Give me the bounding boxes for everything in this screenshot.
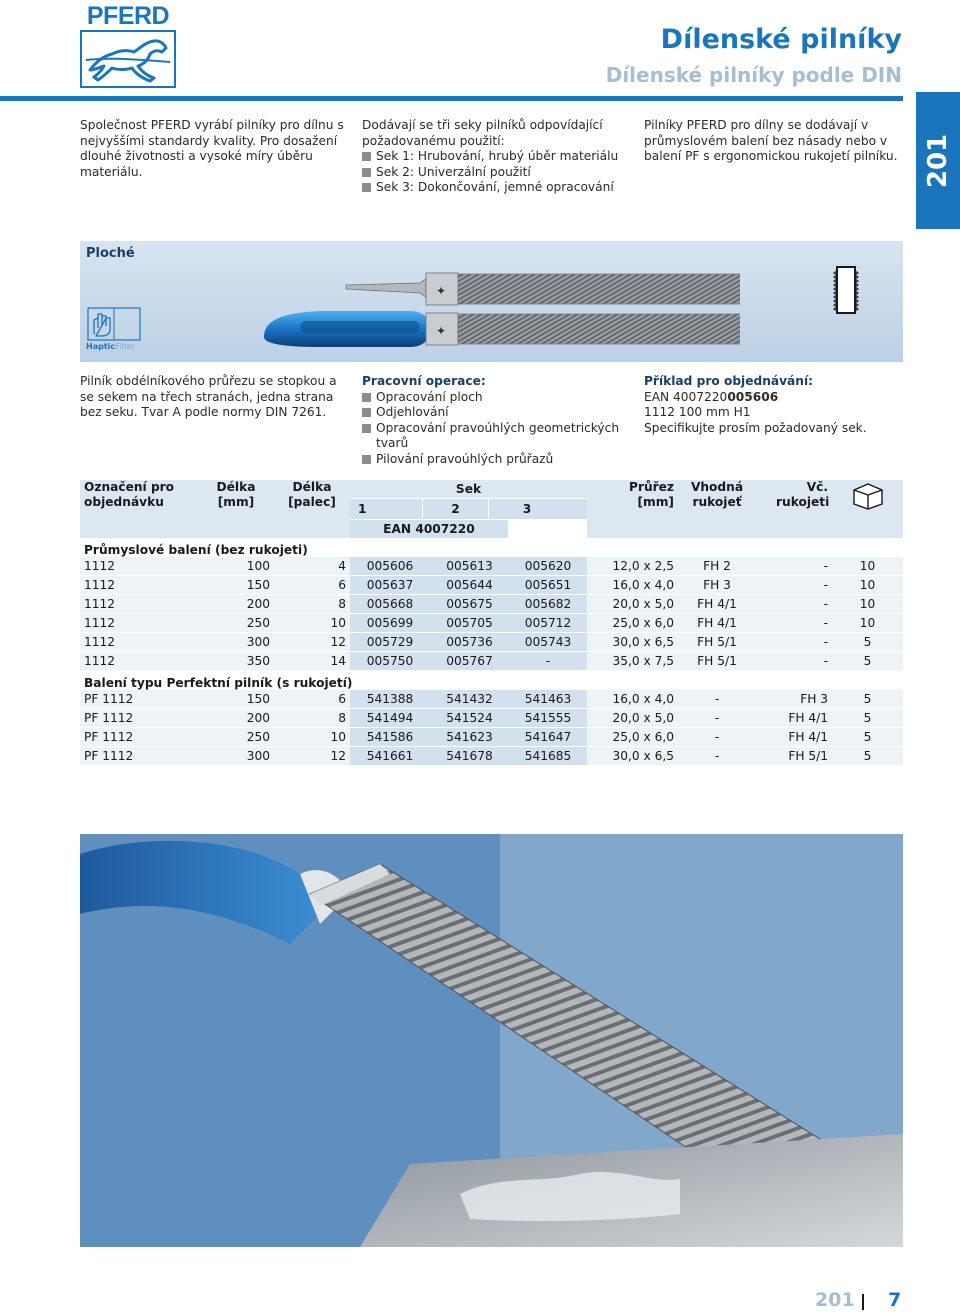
section-title: Balení typu Perfektní pilník (s rukojetí) — [80, 671, 903, 690]
table-row — [80, 633, 903, 652]
application-photo — [80, 834, 903, 1247]
footer-divider — [862, 1294, 864, 1310]
section-title: Průmyslové balení (bez rukojeti) — [80, 538, 903, 557]
table-cell: FH 3 — [678, 576, 756, 595]
table-cell: 541432 — [430, 690, 509, 709]
table-cell: 10 — [832, 576, 903, 595]
table-cell: 4 — [274, 557, 350, 576]
table-row — [80, 690, 903, 709]
table-cell: - — [756, 633, 832, 652]
table-cell: - — [756, 576, 832, 595]
table-cell: 6 — [274, 576, 350, 595]
table-cell: 10 — [832, 557, 903, 576]
operations-list — [362, 390, 627, 468]
table-cell: 100 — [198, 557, 274, 576]
table-cell: 16,0 x 4,0 — [587, 576, 678, 595]
order-note: Specifikujte prosím požadovaný sek. — [644, 420, 867, 435]
svg-text:✦: ✦ — [436, 284, 447, 298]
table-cell: 8 — [274, 709, 350, 728]
table-cell: 25,0 x 6,0 — [587, 728, 678, 747]
ean-prefix: EAN 4007220 — [350, 520, 508, 538]
table-cell: 12,0 x 2,5 — [587, 557, 678, 576]
section-perfect-pack — [80, 671, 903, 690]
col-designation: Označení pro objednávku — [80, 480, 198, 538]
table-cell: FH 5/1 — [678, 633, 756, 652]
table-row — [80, 576, 903, 595]
intro-column-2 — [362, 118, 627, 196]
table-cell: 005644 — [430, 576, 509, 595]
horse-emblem-icon — [80, 30, 176, 88]
table-cell: - — [509, 652, 587, 671]
sek-2: 2 — [423, 499, 487, 519]
table-cell: 005743 — [509, 633, 587, 652]
table-cell: 25,0 x 6,0 — [587, 614, 678, 633]
table-row — [80, 614, 903, 633]
col-sek — [350, 480, 587, 538]
table-cell: 005750 — [350, 652, 430, 671]
table-cell: PF 1112 — [80, 690, 198, 709]
table-cell: 250 — [198, 728, 274, 747]
pferd-logo — [80, 4, 176, 86]
col-handle: Vhodná rukojeť — [678, 480, 756, 538]
table-cell: FH 4/1 — [678, 595, 756, 614]
table-cell: - — [756, 595, 832, 614]
table-cell: 6 — [274, 690, 350, 709]
table-cell: FH 5/1 — [678, 652, 756, 671]
table-cell: 5 — [832, 709, 903, 728]
table-cell: 200 — [198, 595, 274, 614]
sek-list — [362, 149, 627, 196]
table-cell: - — [756, 652, 832, 671]
table-cell: 150 — [198, 690, 274, 709]
logo-wordmark: PFERD — [86, 2, 170, 30]
intro-column-1: Společnost PFERD vyrábí pilníky pro dílnu s nejvyššími standardy kvality. Pro dosažení dlouhé životnosti a vysoké míry úběru materiálu. — [80, 118, 344, 179]
table-row — [80, 728, 903, 747]
table-cell: 14 — [274, 652, 350, 671]
section-industrial-pack — [80, 538, 903, 557]
haptic-filter-badge — [86, 306, 142, 352]
table-cell: 541388 — [350, 690, 430, 709]
sek-title: Sek — [350, 480, 587, 498]
sek-3: 3 — [489, 499, 587, 519]
table-cell: 10 — [832, 614, 903, 633]
table-cell: 1112 — [80, 557, 198, 576]
operations-title: Pracovní operace: — [362, 374, 486, 388]
table-cell: PF 1112 — [80, 728, 198, 747]
footer-section-number: 201 — [815, 1289, 855, 1311]
table-cell: 005668 — [350, 595, 430, 614]
table-row — [80, 652, 903, 671]
table-cell: 005729 — [350, 633, 430, 652]
table-cell: 541678 — [430, 747, 509, 766]
col-section: Průřez [mm] — [587, 480, 678, 538]
file-profile-icon — [833, 265, 859, 315]
package-box-icon — [851, 480, 885, 510]
product-banner — [80, 241, 903, 362]
table-header-row — [80, 480, 903, 538]
sek-1: 1 — [350, 499, 422, 519]
table-cell: 12 — [274, 747, 350, 766]
table-cell: 30,0 x 6,5 — [587, 633, 678, 652]
table-cell: 5 — [832, 747, 903, 766]
flat-file-product-image — [260, 261, 740, 353]
table-cell: - — [678, 690, 756, 709]
header-divider — [0, 96, 903, 101]
table-cell: - — [678, 747, 756, 766]
table-cell: 005606 — [350, 557, 430, 576]
table-cell: 1112 — [80, 576, 198, 595]
table-cell: - — [756, 614, 832, 633]
col-pack-qty — [832, 480, 903, 538]
table-cell: - — [756, 557, 832, 576]
table-cell: 005767 — [430, 652, 509, 671]
table-cell: 16,0 x 4,0 — [587, 690, 678, 709]
table-row — [80, 557, 903, 576]
table-row — [80, 709, 903, 728]
table-cell: 5 — [832, 690, 903, 709]
table-cell: PF 1112 — [80, 747, 198, 766]
page-subtitle: Dílenské pilníky podle DIN — [605, 63, 902, 87]
operations-block — [362, 374, 627, 467]
col-length-mm: Délka [mm] — [198, 480, 274, 538]
table-cell: 541623 — [430, 728, 509, 747]
product-spec-table — [80, 480, 903, 766]
list-item: Pilování pravoúhlých průřazů — [362, 452, 627, 468]
table-cell: 005637 — [350, 576, 430, 595]
table-cell: 005699 — [350, 614, 430, 633]
table-cell: 5 — [832, 633, 903, 652]
table-cell: 20,0 x 5,0 — [587, 595, 678, 614]
table-cell: 200 — [198, 709, 274, 728]
table-cell: 541463 — [509, 690, 587, 709]
table-cell: 12 — [274, 633, 350, 652]
table-cell: PF 1112 — [80, 709, 198, 728]
table-cell: FH 4/1 — [756, 728, 832, 747]
table-cell: 20,0 x 5,0 — [587, 709, 678, 728]
table-cell: 5 — [832, 728, 903, 747]
table-cell: 541524 — [430, 709, 509, 728]
table-cell: 10 — [274, 728, 350, 747]
haptic-filter-label: HapticFilter — [86, 342, 135, 351]
table-cell: FH 4/1 — [756, 709, 832, 728]
table-cell: 30,0 x 6,5 — [587, 747, 678, 766]
table-cell: 005613 — [430, 557, 509, 576]
list-item: Odjehlování — [362, 405, 627, 421]
order-ean: EAN 4007220005606 — [644, 389, 779, 404]
table-cell: 1112 — [80, 614, 198, 633]
table-cell: 005651 — [509, 576, 587, 595]
table-cell: 8 — [274, 595, 350, 614]
table-cell: 35,0 x 7,5 — [587, 652, 678, 671]
list-item: Opracování ploch — [362, 390, 627, 406]
product-description: Pilník obdélníkového průřezu se stopkou a se sekem na třech stranách, jedna strana bez seku. Tvar A podle normy DIN 7261. — [80, 374, 337, 419]
table-cell: 541494 — [350, 709, 430, 728]
col-length-inch: Délka [palec] — [274, 480, 350, 538]
table-cell: 1112 — [80, 595, 198, 614]
col-handle-included: Vč. rukojeti — [756, 480, 832, 538]
table-cell: 350 — [198, 652, 274, 671]
order-code: 1112 100 mm H1 — [644, 405, 751, 419]
svg-text:✦: ✦ — [436, 324, 447, 338]
table-cell: 150 — [198, 576, 274, 595]
order-example-title: Příklad pro objednávání: — [644, 374, 814, 388]
table-cell: 1112 — [80, 652, 198, 671]
table-cell: 10 — [274, 614, 350, 633]
product-category: Ploché — [86, 246, 135, 261]
table-cell: 005736 — [430, 633, 509, 652]
intro-lead: Dodávají se tři seky pilníků odpovídající požadovanému použití: — [362, 118, 603, 148]
table-cell: 005675 — [430, 595, 509, 614]
table-cell: 005712 — [509, 614, 587, 633]
table-row — [80, 747, 903, 766]
table-cell: FH 2 — [678, 557, 756, 576]
table-cell: 541685 — [509, 747, 587, 766]
list-item: Opracování pravoúhlých geometrických tvarů — [362, 421, 627, 452]
list-item: Sek 1: Hrubování, hrubý úběr materiálu — [362, 149, 627, 165]
list-item: Sek 2: Univerzální použití — [362, 165, 627, 181]
table-cell: FH 3 — [756, 690, 832, 709]
page-title: Dílenské pilníky — [660, 24, 902, 55]
table-cell: FH 5/1 — [756, 747, 832, 766]
table-cell: 541647 — [509, 728, 587, 747]
table-cell: 005620 — [509, 557, 587, 576]
table-cell: 300 — [198, 747, 274, 766]
table-cell: 5 — [832, 652, 903, 671]
table-cell: 541661 — [350, 747, 430, 766]
table-cell: 300 — [198, 633, 274, 652]
order-example-block — [644, 374, 902, 436]
table-cell: 10 — [832, 595, 903, 614]
table-cell: 541586 — [350, 728, 430, 747]
table-cell: 005682 — [509, 595, 587, 614]
intro-column-3: Pilníky PFERD pro dílny se dodávají v průmyslovém balení bez násady nebo v balení PF s ergonomickou rukojetí pilníku. — [644, 118, 898, 163]
table-cell: 1112 — [80, 633, 198, 652]
list-item: Sek 3: Dokončování, jemné opracování — [362, 180, 627, 196]
table-cell: 250 — [198, 614, 274, 633]
haptic-hand-icon — [86, 306, 142, 342]
table-cell: - — [678, 728, 756, 747]
table-cell: 541555 — [509, 709, 587, 728]
table-cell: - — [678, 709, 756, 728]
table-cell: 005705 — [430, 614, 509, 633]
section-tab — [916, 92, 960, 229]
page-number: 7 — [888, 1289, 902, 1311]
table-row — [80, 595, 903, 614]
table-cell: FH 4/1 — [678, 614, 756, 633]
section-tab-number: 201 — [923, 133, 953, 188]
